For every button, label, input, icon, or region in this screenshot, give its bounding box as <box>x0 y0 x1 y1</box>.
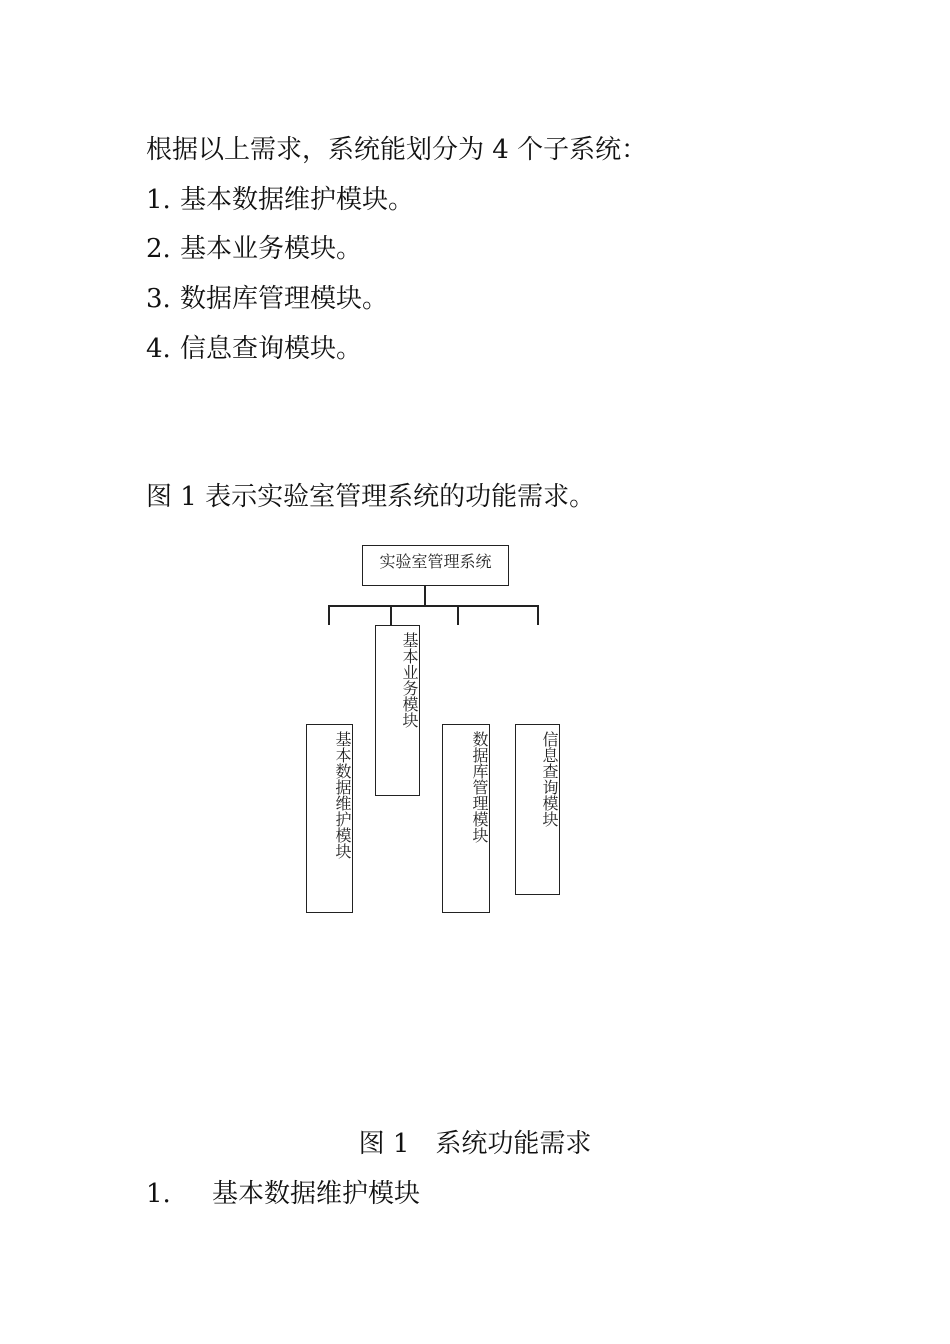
connector-line <box>328 605 538 607</box>
intro-paragraph: 根据以上需求，系统能划分为 4 个子系统： <box>146 135 648 165</box>
list-item-text: 基本数据维护模块。 <box>180 185 415 215</box>
connector-line <box>424 586 426 606</box>
diagram-node-basic-data: 基本数据维护模块 <box>306 724 353 913</box>
connector-line <box>457 605 459 625</box>
diagram-node-info-query: 信息查询模块 <box>515 724 560 895</box>
section-number: 1. <box>146 1179 171 1209</box>
figure-intro-paragraph: 图 1 表示实验室管理系统的功能需求。 <box>146 482 596 512</box>
list-item-text: 基本业务模块。 <box>180 234 363 264</box>
list-item-text: 信息查询模块。 <box>180 334 363 364</box>
diagram-node-database-management: 数据库管理模块 <box>442 724 490 913</box>
list-item <box>146 184 414 216</box>
list-item <box>146 333 362 365</box>
list-item-number: 3. <box>146 284 171 314</box>
diagram-root-node: 实验室管理系统 <box>362 545 509 586</box>
list-item-number: 1. <box>146 185 171 215</box>
connector-line <box>390 605 392 625</box>
list-item-number: 2. <box>146 234 171 264</box>
diagram-node-basic-business: 基本业务模块 <box>375 625 420 796</box>
list-item-text: 数据库管理模块。 <box>180 284 389 314</box>
list-item <box>146 283 388 315</box>
list-item-number: 4. <box>146 334 171 364</box>
figure-caption: 图 1 系统功能需求 <box>358 1129 592 1159</box>
section-heading <box>146 1178 420 1210</box>
list-item <box>146 233 362 265</box>
connector-line <box>537 605 539 625</box>
connector-line <box>328 605 330 625</box>
section-title: 基本数据维护模块 <box>212 1179 421 1209</box>
